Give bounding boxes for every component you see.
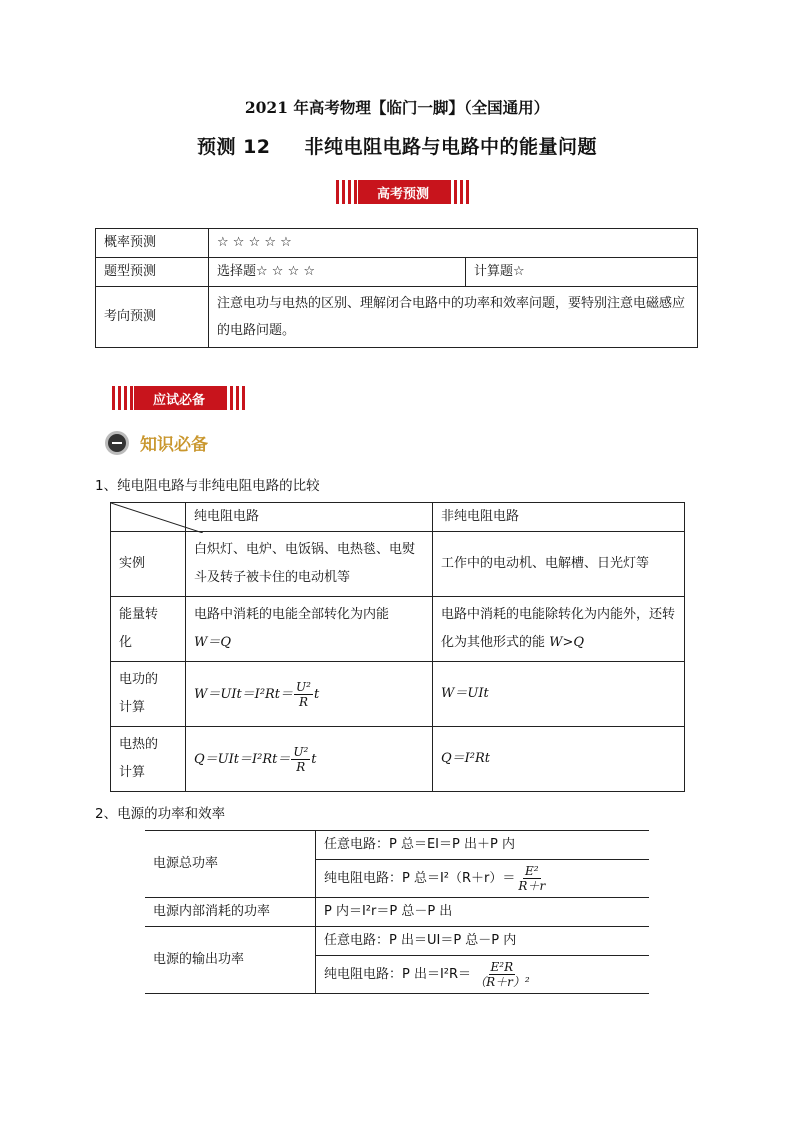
row-label: 电源的输出功率 (145, 927, 316, 994)
prediction-value-2: 计算题☆ (466, 258, 698, 287)
column-header-pure: 纯电阻电路 (186, 503, 433, 532)
pure-formula: W＝UIt＝I²Rt＝ (194, 686, 294, 702)
column-header-nonpure: 非纯电阻电路 (433, 503, 685, 532)
prediction-value: ☆ ☆ ☆ ☆ ☆ (209, 229, 698, 258)
exam-prediction-banner (336, 180, 470, 204)
prediction-value: 注意电功与电热的区别、理解闭合电路中的功率和效率问题，要特别注意电磁感应的电路问题。 (209, 287, 698, 348)
fraction (294, 680, 313, 709)
knowledge-section (108, 430, 208, 455)
section1-heading: 1、纯电阻电路与非纯电阻电路的比较 (95, 478, 320, 494)
table-row (111, 662, 685, 727)
fraction (516, 864, 547, 893)
table-row (96, 229, 698, 258)
fraction-denominator: R＋r (518, 879, 546, 893)
formula-cell: 任意电路：P 总＝EI＝P 出＋P 内 (316, 831, 650, 860)
exam-prediction-label: 高考预测 (376, 186, 429, 202)
formula-tail: t (313, 686, 320, 702)
pure-cell (186, 727, 433, 792)
row-label-text: 能量转化 (119, 607, 159, 650)
row-label: 电源内部消耗的功率 (145, 898, 316, 927)
table-row (111, 532, 685, 597)
fraction-numerator: U² (293, 744, 309, 759)
formula-cell (316, 956, 650, 994)
pure-formula: W＝Q (194, 635, 232, 650)
formula-text: 纯电阻电路：P 总＝I²（R＋r）＝ (324, 871, 516, 886)
pure-cell (186, 662, 433, 727)
diagonal-line (111, 503, 203, 533)
row-label-text: 电热的计算 (119, 737, 159, 780)
fraction-denominator: R (298, 694, 309, 709)
prediction-table (95, 228, 698, 348)
formula-cell (316, 860, 650, 898)
subtitle-number: 预测 12 (196, 136, 271, 158)
banner-stripe-left (112, 386, 134, 410)
nonpure-formula: W>Q (549, 635, 585, 650)
fraction-numerator: U² (296, 679, 311, 694)
document-subtitle (0, 132, 794, 159)
nonpure-cell: 工作中的电动机、电解槽、日光灯等 (433, 532, 685, 597)
prediction-label: 概率预测 (96, 229, 209, 258)
table-row (111, 597, 685, 662)
table-row (145, 898, 649, 927)
document-title: 2021 年高考物理【临门一脚】（全国通用） (244, 98, 550, 117)
minus-circle-icon (108, 434, 126, 452)
section2-heading: 2、电源的功率和效率 (95, 806, 226, 822)
nonpure-cell (433, 597, 685, 662)
banner-stripe-right (448, 180, 470, 204)
pure-cell (186, 597, 433, 662)
table-row (96, 287, 698, 348)
nonpure-formula: Q＝I²Rt (433, 727, 685, 792)
formula-text: 纯电阻电路：P 出＝I²R＝ (324, 967, 472, 982)
nonpure-text: 电路中消耗的电能除转化为内能外，还转化为其他形式的能 (441, 607, 676, 650)
pure-text: 电路中消耗的电能全部转化为内能 (194, 607, 390, 622)
comparison-table (110, 502, 685, 792)
fraction (472, 960, 532, 989)
pure-cell: 白炽灯、电炉、电饭锅、电热毯、电熨斗及转子被卡住的电动机等 (186, 532, 433, 597)
row-label (111, 727, 186, 792)
nonpure-formula: W＝UIt (433, 662, 685, 727)
knowledge-label: 知识必备 (140, 435, 208, 455)
fraction-numerator: E²R (490, 960, 514, 974)
exam-prep-banner (112, 386, 246, 410)
fraction-denominator: （R＋r）² (474, 975, 530, 989)
fraction-numerator: E² (525, 864, 539, 878)
formula-tail: t (311, 751, 317, 767)
table-row (145, 927, 649, 956)
power-table (145, 830, 649, 994)
banner-stripe-right (224, 386, 246, 410)
row-label-text: 电功的计算 (119, 672, 159, 715)
fraction-denominator: R (296, 759, 306, 774)
table-row (145, 831, 649, 860)
table-row (96, 258, 698, 287)
formula-cell: 任意电路：P 出＝UI＝P 总－P 内 (316, 927, 650, 956)
row-label: 实例 (111, 532, 186, 597)
row-label (111, 597, 186, 662)
pure-formula: Q＝UIt＝I²Rt＝ (194, 751, 291, 767)
formula-cell: P 内＝I²r＝P 总－P 出 (316, 898, 650, 927)
row-label: 电源总功率 (145, 831, 316, 898)
exam-prep-label: 应试必备 (152, 392, 205, 408)
table-header-row (111, 503, 685, 532)
fraction (291, 745, 310, 774)
diagonal-header-cell (111, 503, 186, 532)
prediction-label: 题型预测 (96, 258, 209, 287)
subtitle-text: 非纯电阻电路与电路中的能量问题 (304, 136, 598, 158)
prediction-value: 选择题☆ ☆ ☆ ☆ (209, 258, 466, 287)
row-label (111, 662, 186, 727)
table-row (111, 727, 685, 792)
banner-stripe-left (336, 180, 358, 204)
prediction-label: 考向预测 (96, 287, 209, 348)
